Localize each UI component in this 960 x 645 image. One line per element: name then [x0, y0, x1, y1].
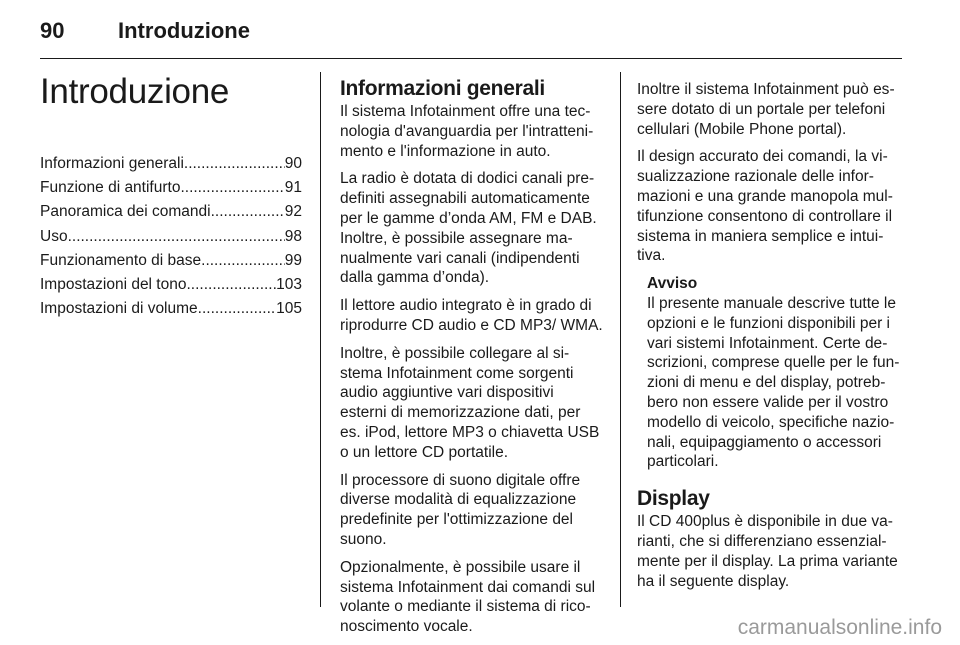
- toc-label: Uso: [40, 227, 68, 245]
- paragraph: Inoltre il sistema Infotainment può essere dotato di un portale per telefoni cellulari (Mobile Phone portal).: [637, 81, 895, 138]
- column-divider: [320, 72, 321, 607]
- toc-page: 98: [284, 227, 302, 245]
- toc-column: [40, 72, 302, 321]
- toc-label: Impostazioni del tono: [40, 276, 187, 294]
- paragraph: Il processore di suono digitale offre diverse modalità di equalizzazione predefinite per l'ottimizzazione del suono.: [340, 471, 581, 548]
- section-heading-display: Display: [637, 487, 710, 511]
- paragraph: La radio è dotata di dodici canali predefiniti assegnabili automaticamente per le gamme d’onda AM, FM e DAB. Inoltre, è possibile assegnare manualmente vari canali (indipendenti dalla gamma d’onda).: [340, 170, 597, 287]
- toc-item-uso[interactable]: [40, 225, 302, 249]
- toc-leader: [180, 176, 284, 200]
- toc-page: 99: [284, 251, 302, 269]
- toc-item-funzionamento-base[interactable]: [40, 249, 302, 273]
- toc-item-informazioni-generali[interactable]: [40, 152, 302, 176]
- page-header: [40, 18, 902, 59]
- toc-item-funzione-antifurto[interactable]: [40, 176, 302, 200]
- toc-label: Funzionamento di base: [40, 251, 202, 269]
- watermark: carmanualsonline.info: [737, 616, 942, 639]
- paragraph: Il lettore audio integrato è in grado di riprodurre CD audio e CD MP3/ WMA.: [340, 297, 603, 334]
- toc-leader: [186, 273, 276, 297]
- page-number: 90: [40, 18, 65, 43]
- toc-page: 105: [276, 300, 302, 318]
- toc-item-impostazioni-tono[interactable]: [40, 273, 302, 297]
- toc-leader: [198, 297, 276, 321]
- chapter-title: Introduzione: [40, 72, 230, 111]
- paragraph: Il design accurato dei comandi, la visualizzazione razionale delle informazioni e una grande manopola multifunzione consentono di controllare il sistema in maniera semplice e intuitiva.: [637, 148, 893, 265]
- section-heading-informazioni-generali: Informazioni generali: [340, 77, 545, 100]
- toc-leader: [184, 152, 285, 176]
- notice-box: [637, 274, 903, 472]
- toc-page: 103: [276, 276, 302, 294]
- content-column-3: [637, 80, 903, 599]
- toc-item-panoramica-comandi[interactable]: [40, 200, 302, 224]
- toc-label: Informazioni generali: [40, 155, 184, 172]
- paragraph: Opzionalmente, è possibile usare il sistema Infotainment dai comandi sul volante o mediante il sistema di riconoscimento vocale.: [340, 558, 596, 636]
- toc-leader: [211, 200, 285, 224]
- toc-label: Funzione di antifurto: [40, 179, 181, 197]
- column-divider: [620, 72, 621, 607]
- toc-page: 90: [284, 155, 302, 172]
- paragraph: Il CD 400plus è disponibile in due varianti, che si differenziano essenzialmente per il display. La prima variante ha il seguente display.: [637, 513, 898, 590]
- toc-page: 92: [284, 203, 302, 221]
- toc-label: Impostazioni di volume: [40, 300, 198, 318]
- table-of-contents: [40, 152, 302, 321]
- content-column-2: [340, 76, 604, 645]
- notice-text: Il presente manuale descrive tutte le opzioni e le funzioni disponibili per i vari sistemi Infotainment. Certe descrizioni, comprese quelle per le funzioni di menu e del display, potrebbero non essere valide per il vostro modello di veicolo, specifiche nazionali, equipaggiamento o accessori particolari.: [647, 294, 900, 471]
- toc-page: 91: [284, 179, 302, 197]
- paragraph: Il sistema Infotainment offre una tecnologia d'avanguardia per l'intrattenimento e l'informazione in auto.: [340, 103, 594, 160]
- toc-item-impostazioni-volume[interactable]: [40, 297, 302, 321]
- toc-leader: [68, 225, 285, 249]
- paragraph: Inoltre, è possibile collegare al sistema Infotainment come sorgenti audio aggiuntive vari dispositivi esterni di memorizzazione dati, per es. iPod, lettore MP3 o chiavetta USB o un lettore CD portatile.: [340, 344, 600, 461]
- toc-label: Panoramica dei comandi: [40, 203, 211, 221]
- toc-leader: [201, 249, 285, 273]
- notice-title: Avviso: [647, 275, 698, 293]
- running-header-title: Introduzione: [118, 18, 250, 43]
